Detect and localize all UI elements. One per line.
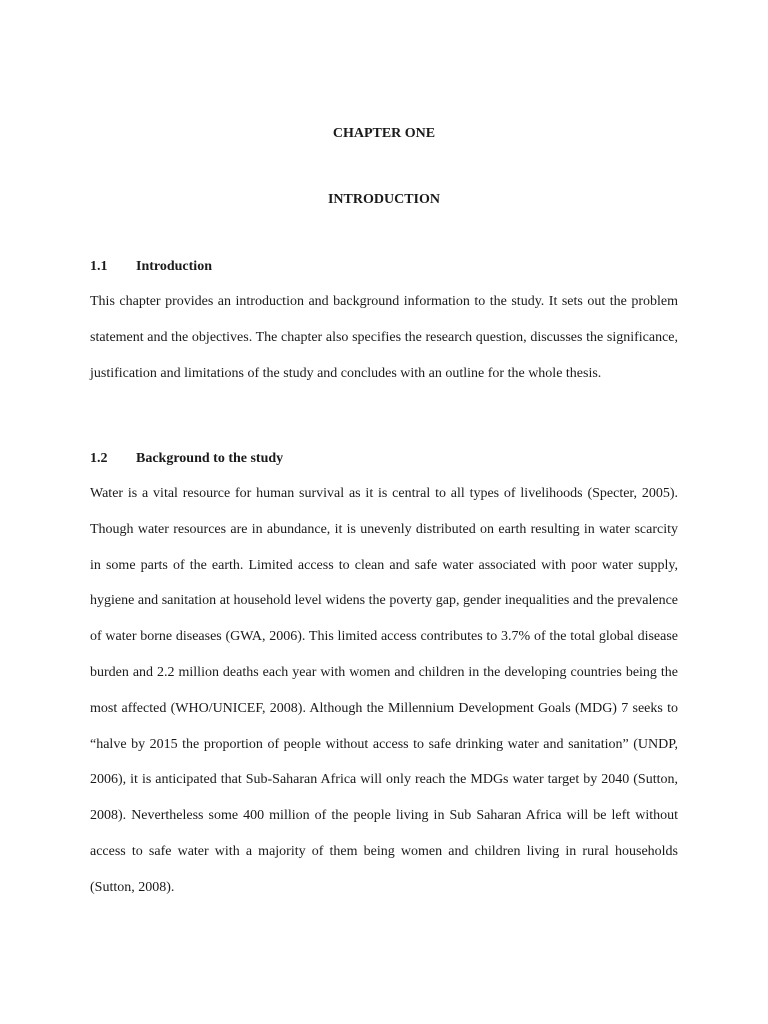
section-title: Introduction xyxy=(136,259,212,274)
section-number: 1.2 xyxy=(90,451,108,466)
section-number: 1.1 xyxy=(90,259,108,274)
chapter-heading: INTRODUCTION xyxy=(327,192,440,207)
chapter-title: CHAPTER ONE xyxy=(332,126,436,141)
section-title: Background to the study xyxy=(136,451,284,466)
background-paragraph: Water is a vital resource for human survival as it is central to all types of livelihoods (Specter, 2005). Though water resources are in abundance, it is unevenly distributed on earth resulting in water scarcity in some parts of the earth. Limited access to clean and safe water associated with poor water supply, hygiene and sanitation at household level widens the poverty gap, gender inequalities and the prevalence of water borne diseases (GWA, 2006). This limited access contributes to 3.7% of the total global disease burden and 2.2 million deaths each year with women and children in the developing countries being the most affected (WHO/UNICEF, 2008). Although the Millennium Development Goals (MDG) 7 seeks to “halve by 2015 the proportion of people without access to safe drinking water and sanitation” (UNDP, 2006), it is anticipated that Sub-Saharan Africa will only reach the MDGs water target by 2040 (Sutton, 2008). Nevertheless some 400 million of the people living in Sub Saharan Africa will be left without access to safe water with a majority of them being women and children living in rural households (Sutton, 2008). xyxy=(90,486,678,895)
section-heading-1-1 xyxy=(90,257,212,277)
section-heading-1-2 xyxy=(90,449,283,469)
introduction-paragraph: This chapter provides an introduction and background information to the study. It sets out the problem statement and the objectives. The chapter also specifies the research question, discusses the significance, justification and limitations of the study and concludes with an outline for the whole thesis. xyxy=(90,294,678,381)
